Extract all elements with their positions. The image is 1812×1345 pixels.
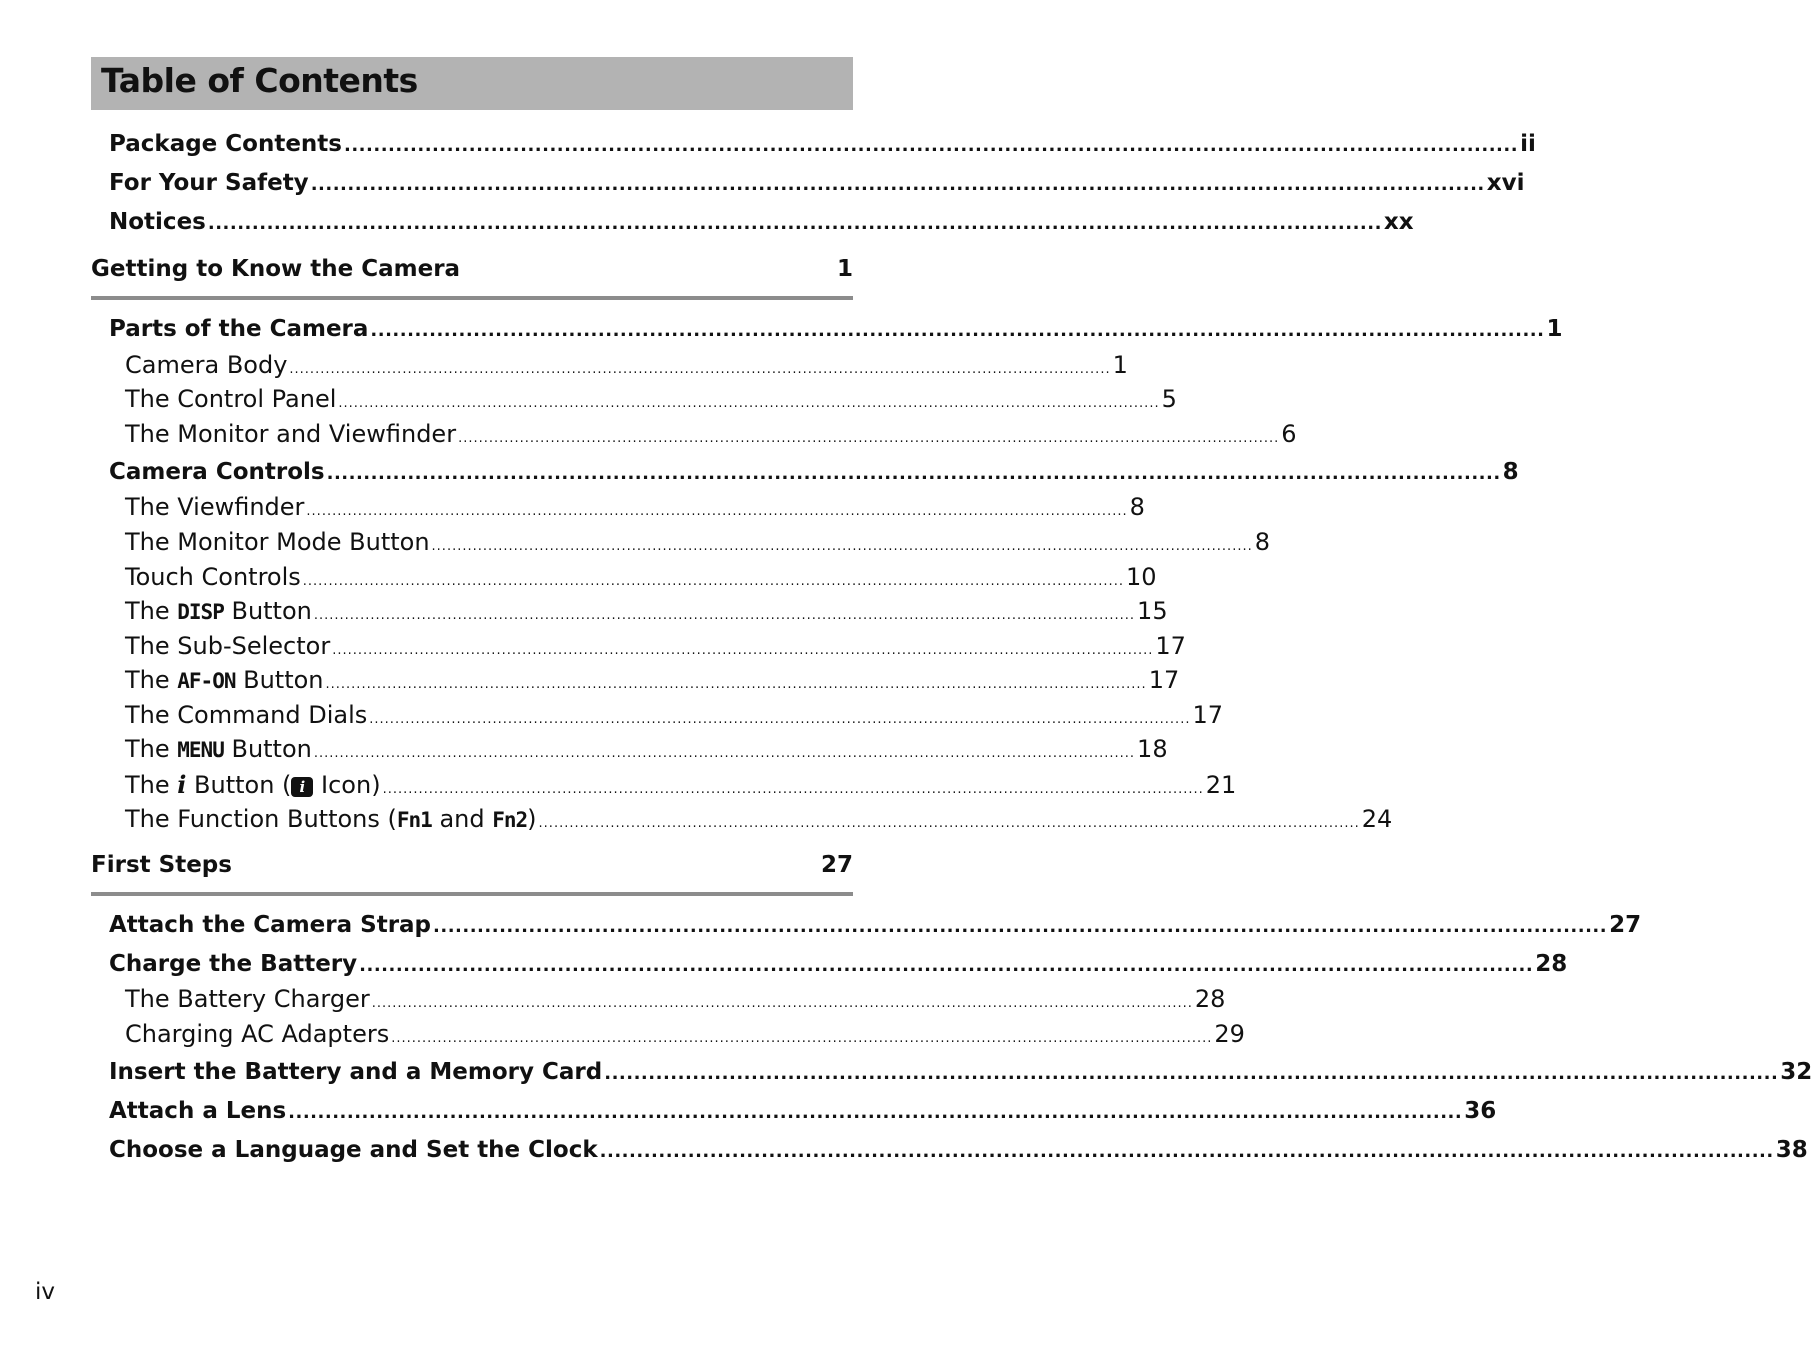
title-bar bbox=[91, 57, 853, 110]
toc-entry-camera-controls[interactable]: Camera Controls ................................................................................................................................................................ 8 bbox=[109, 459, 1519, 485]
toc-entry-viewfinder[interactable]: The Viewfinder ................................................................................................................................................................ 8 bbox=[125, 493, 1145, 521]
leader-dots: ................................................................................................................................................................ bbox=[433, 916, 1608, 937]
leader-dots: ................................................................................................................................................................ bbox=[604, 1063, 1779, 1084]
chapter-heading-first-steps[interactable]: First Steps 27 bbox=[91, 852, 853, 896]
toc-entry-charge-the-battery[interactable]: Charge the Battery ................................................................................................................................................................ 28 bbox=[109, 951, 1568, 977]
af-on-key-label: AF-ON bbox=[177, 669, 236, 693]
leader-dots: ................................................................................................................................................................ bbox=[359, 955, 1534, 976]
leader-dots: ................................................................................................................................................................ bbox=[207, 213, 1382, 234]
toc-entry-charging-ac-adapters[interactable]: Charging AC Adapters ................................................................................................................................................................ 29 bbox=[125, 1020, 1245, 1048]
toc-entry-i-button[interactable]: The i Button ( i Icon) ................................................................................................................................................................ 21 bbox=[125, 770, 1237, 799]
menu-key-label: MENU bbox=[177, 738, 224, 762]
leader-dots: ................................................................................................................................................................ bbox=[310, 174, 1485, 195]
leader-dots: ................................................................................................................................................................ bbox=[382, 782, 1204, 797]
toc-entry-notices[interactable]: Notices ................................................................................................................................................................ xx bbox=[109, 209, 1414, 235]
leader-dots: ................................................................................................................................................................ bbox=[344, 135, 1519, 156]
leader-dots: ................................................................................................................................................................ bbox=[369, 712, 1191, 727]
leader-dots: ................................................................................................................................................................ bbox=[371, 996, 1193, 1011]
toc-entry-af-on-button[interactable]: The AF-ON Button ................................................................................................................................................................ 17 bbox=[125, 666, 1180, 694]
i-icon: i bbox=[291, 777, 313, 797]
leader-dots: ................................................................................................................................................................ bbox=[325, 677, 1147, 692]
leader-dots: ................................................................................................................................................................ bbox=[538, 816, 1360, 831]
toc-entry-battery-charger[interactable]: The Battery Charger ................................................................................................................................................................ 28 bbox=[125, 985, 1226, 1013]
leader-dots: ................................................................................................................................................................ bbox=[332, 643, 1154, 658]
leader-dots: ................................................................................................................................................................ bbox=[431, 539, 1253, 554]
fn2-key-label: Fn2 bbox=[492, 808, 528, 832]
toc-entry-for-your-safety[interactable]: For Your Safety ................................................................................................................................................................ xvi bbox=[109, 170, 1525, 196]
leader-dots: ................................................................................................................................................................ bbox=[458, 431, 1280, 446]
toc-entry-monitor-mode-button[interactable]: The Monitor Mode Button ................................................................................................................................................................ 8 bbox=[125, 528, 1270, 556]
toc-entry-menu-button[interactable]: The MENU Button ................................................................................................................................................................ 18 bbox=[125, 735, 1168, 763]
leader-dots: ................................................................................................................................................................ bbox=[599, 1141, 1774, 1162]
toc-entry-parts-of-the-camera[interactable]: Parts of the Camera ................................................................................................................................................................ 1 bbox=[109, 316, 1563, 342]
leader-dots: ................................................................................................................................................................ bbox=[288, 1102, 1463, 1123]
toc-entry-choose-language-clock[interactable]: Choose a Language and Set the Clock ................................................................................................................................................................ 38 bbox=[109, 1137, 1808, 1163]
toc-entry-function-buttons[interactable]: The Function Buttons (Fn1 and Fn2) ................................................................................................................................................................ 24 bbox=[125, 805, 1393, 833]
toc-entry-insert-battery-memory-card[interactable]: Insert the Battery and a Memory Card ................................................................................................................................................................ 32 bbox=[109, 1059, 1812, 1085]
leader-dots: ................................................................................................................................................................ bbox=[289, 362, 1111, 377]
page-number: iv bbox=[35, 1279, 56, 1305]
page-title: Table of Contents bbox=[101, 61, 418, 100]
chapter-heading-getting-to-know[interactable]: Getting to Know the Camera 1 bbox=[91, 256, 853, 300]
toc-entry-attach-camera-strap[interactable]: Attach the Camera Strap ................................................................................................................................................................ 27 bbox=[109, 912, 1642, 938]
toc-entry-camera-body[interactable]: Camera Body ................................................................................................................................................................ 1 bbox=[125, 351, 1128, 379]
toc-entry-touch-controls[interactable]: Touch Controls ................................................................................................................................................................ 10 bbox=[125, 563, 1157, 591]
toc-entry-attach-a-lens[interactable]: Attach a Lens ................................................................................................................................................................ 36 bbox=[109, 1098, 1497, 1124]
leader-dots: ................................................................................................................................................................ bbox=[302, 574, 1124, 589]
toc-entry-monitor-and-viewfinder[interactable]: The Monitor and Viewfinder ................................................................................................................................................................ 6 bbox=[125, 420, 1297, 448]
toc-entry-control-panel[interactable]: The Control Panel ................................................................................................................................................................ 5 bbox=[125, 385, 1177, 413]
leader-dots: ................................................................................................................................................................ bbox=[326, 463, 1501, 484]
fn1-key-label: Fn1 bbox=[396, 808, 432, 832]
leader-dots: ................................................................................................................................................................ bbox=[313, 746, 1136, 761]
toc-entry-disp-button[interactable]: The DISP Button ................................................................................................................................................................ 15 bbox=[125, 597, 1168, 625]
i-key-label: i bbox=[177, 770, 187, 799]
leader-dots: ................................................................................................................................................................ bbox=[306, 504, 1128, 519]
leader-dots: ................................................................................................................................................................ bbox=[370, 320, 1545, 341]
leader-dots: ................................................................................................................................................................ bbox=[313, 608, 1136, 623]
toc-entry-sub-selector[interactable]: The Sub-Selector ................................................................................................................................................................ 17 bbox=[125, 632, 1186, 660]
toc-entry-package-contents[interactable]: Package Contents ................................................................................................................................................................ ii bbox=[109, 131, 1536, 157]
toc-entry-command-dials[interactable]: The Command Dials ................................................................................................................................................................ 17 bbox=[125, 701, 1223, 729]
leader-dots: ................................................................................................................................................................ bbox=[391, 1031, 1213, 1046]
disp-key-label: DISP bbox=[177, 600, 224, 624]
leader-dots: ................................................................................................................................................................ bbox=[338, 396, 1160, 411]
